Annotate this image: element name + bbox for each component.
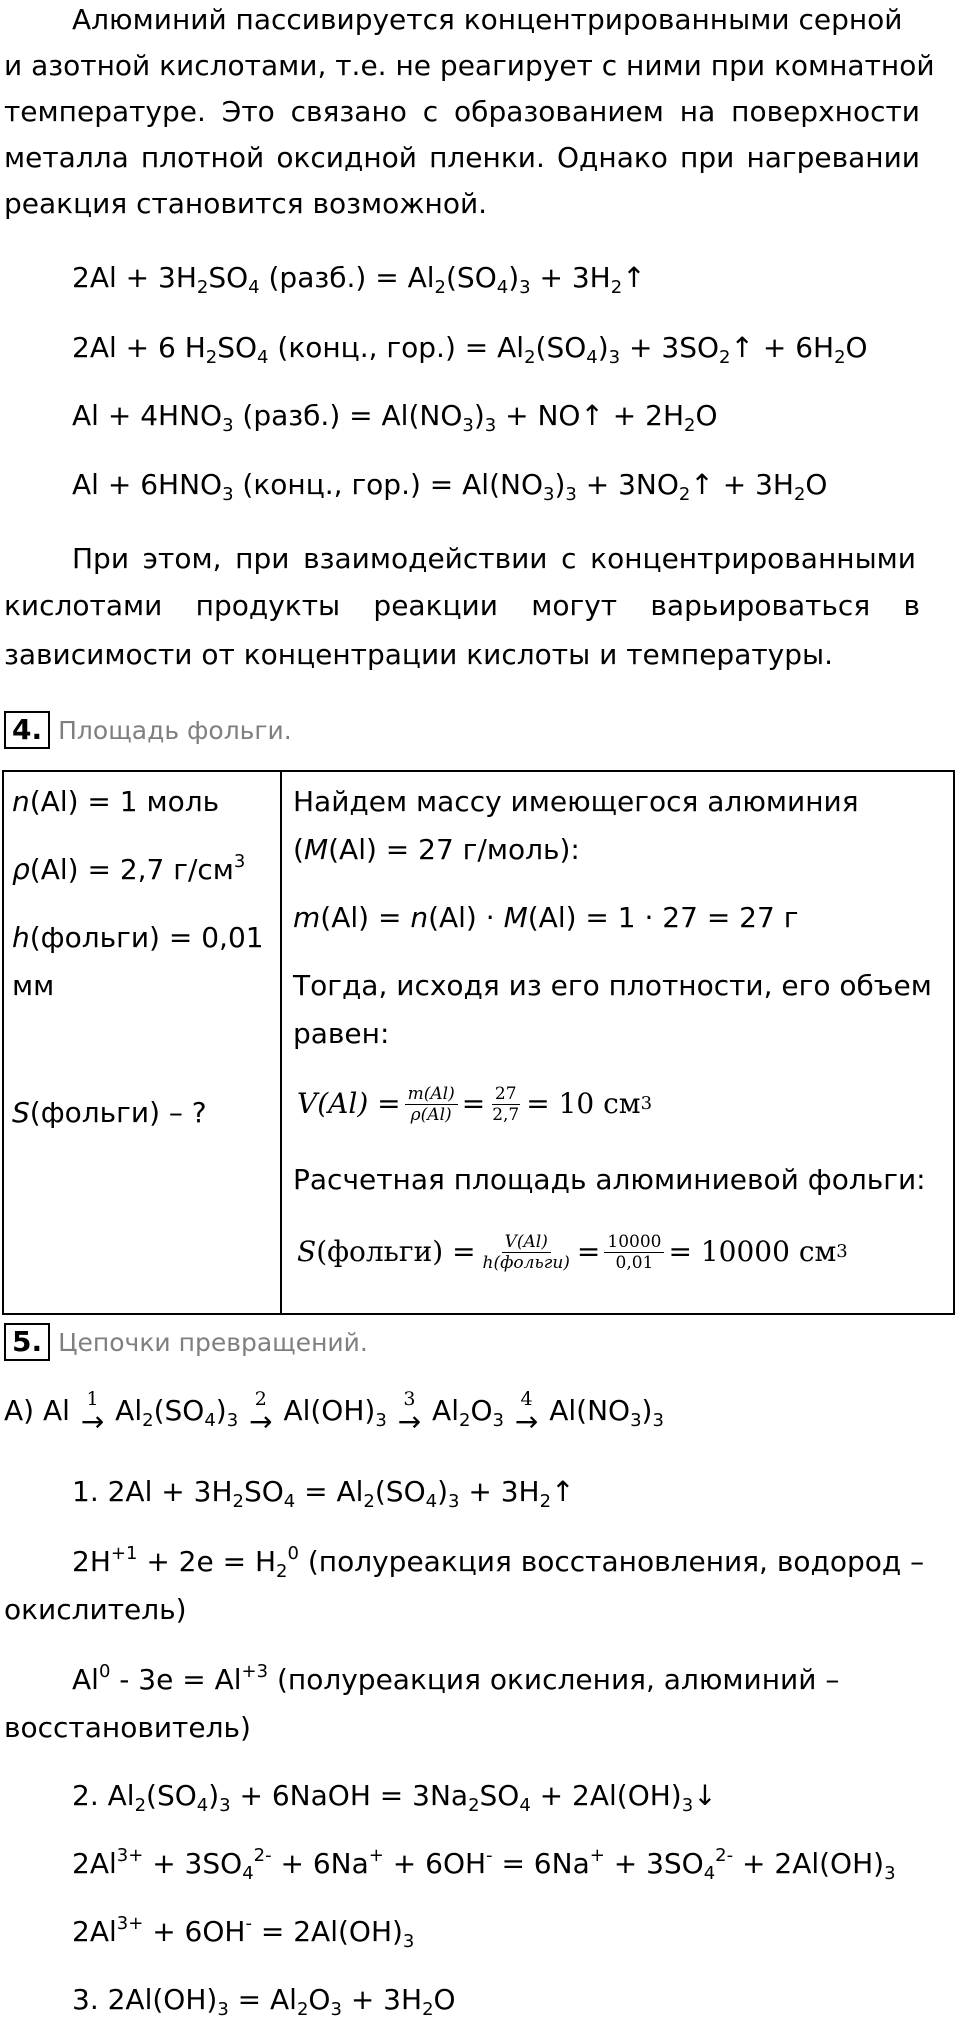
solution-mass: m(Al) = n(Al) · M(Al) = 1 · 27 = 27 г [293,901,799,934]
problem-table [2,770,955,1315]
solution-line-5: равен: [293,1017,390,1050]
step-3-equation: 3. $2Al(OH)_3 = Al_2O_3 + 3H_2O$ [72,1983,456,2020]
solution-line-1: Найдем массу имеющегося алюминия [293,785,859,818]
note-line-1: При этом, при взаимодействии с концентрированными [72,542,916,575]
chain-arrow-2: 2 → [249,1388,273,1438]
section-4-heading [4,710,292,750]
note-line-2: кислотами продукты реакции могут варьироваться в [4,589,920,622]
reaction-4: $Al + 6HNO_3$ (конц., $гор.) = Al(NO_3)_3$ + $3NO_2↑ + 3H_2O$ [72,468,828,505]
ionic-full: $2Al^{3+} + 3SO_4^{2-} + 6Na^+ + 6OH^- = 6Na^+ + 3SO_4^{2-} + 2Al(OH)_3$ [72,1845,896,1884]
solution-line-6: Расчетная площадь алюминиевой фольги: [293,1163,926,1196]
volume-fraction-values: $\frac{27}{2,7}$ [492,1083,520,1125]
half-reaction-reduction-cont: окислитель) [4,1593,187,1626]
half-reaction-reduction: $2H^{+1} + 2e = H_2^0$ (полуреакция восстановления, водород – [72,1543,925,1582]
chain-arrow-3: 3 → [397,1388,422,1438]
area-fraction-values: $\frac{10000}{0,01}$ [604,1232,664,1273]
step-2-equation: 2. $Al_2(SO_4)_3$ + 6NaOH = $3Na_2SO_4$ + $2Al(OH)_3↓$ [72,1779,717,1816]
intro-line-3: температуре. Это связано с образованием на поверхности [4,95,920,128]
area-formula: S (фольги) = $\frac{V(Al)}{\text{h(фольги)}}$ = $\frac{10000}{0,01}$ = 10000 см 3 [297,1231,848,1273]
given-h-unit: мм [12,969,55,1002]
chain-arrow-1: 1 → [80,1388,105,1438]
unknown-s: S(фольги) – ? [12,1096,207,1129]
intro-line-2: и азотной кислотами, т.е. не реагирует с ними при комнатной [4,49,935,82]
given-h: h(фольги) = 0,01 [12,921,264,954]
solution-line-4: Тогда, исходя из его плотности, его объем [293,969,932,1002]
given-rho: ρ(Al) = 2,7 $г/см^3$ [12,851,246,886]
area-fraction: $\frac{V(Al)}{\text{h(фольги)}}$ [482,1231,570,1273]
section-5-number: 5. [4,1323,50,1361]
given-n: n(Al) = 1 моль [12,785,220,818]
intro-line-1: Алюминий пассивируется концентрированными серной [72,3,903,36]
volume-fraction: $\frac{m(Al)}{\rho(Al)}$ [405,1084,458,1125]
reaction-2: 2Al + 6 $H_2SO_4$ (конц., $гор.) = Al_2(SO_4)_3$ + $3SO_2↑ + 6H_2O$ [72,331,868,368]
conversion-chain: А) Al 1 → $Al_2(SO_4)_3$ 2 → $Al(OH)_3$ 3 → $Al_2O_3$ 4 → $Al(NO_3)_3$ [4,1388,664,1438]
solution-line-2: (M(Al) = 27 г/моль): [293,833,580,866]
reaction-3: $Al + 4HNO_3$ (разб.) = $Al(NO_3)_3$ + NO↑ + $2H_2O$ [72,399,718,436]
volume-formula: V(Al) = $\frac{m(Al)}{\rho(Al)}$ = $\frac{27}{2,7}$ = 10 см 3 [297,1083,653,1125]
half-reaction-oxidation: $Al^0 - 3e = Al^{+3}$ (полуреакция окисления, алюминий – [72,1661,840,1696]
table-divider [280,772,282,1313]
chain-arrow-4: 4 → [514,1388,539,1438]
step-1-equation: 1. $2Al + 3H_2SO_4 = Al_2(SO_4)_3$ + $3H_2↑$ [72,1475,575,1512]
ionic-short: $2Al^{3+} + 6OH^- = 2Al(OH)_3$ [72,1913,415,1952]
section-4-number: 4. [4,711,50,749]
reaction-1: $2Al + 3H_2SO_4$ (разб.) = $Al_2(SO_4)_3$ + $3H_2↑$ [72,261,646,298]
note-line-3: зависимости от концентрации кислоты и температуры. [4,638,834,671]
intro-line-5: реакция становится возможной. [4,187,488,220]
intro-line-4: металла плотной оксидной пленки. Однако при нагревании [4,141,920,174]
section-5-title: Цепочки превращений. [58,1327,368,1357]
half-reaction-oxidation-cont: восстановитель) [4,1711,251,1744]
section-4-title: Площадь фольги. [58,715,292,745]
section-5-heading [4,1322,368,1362]
